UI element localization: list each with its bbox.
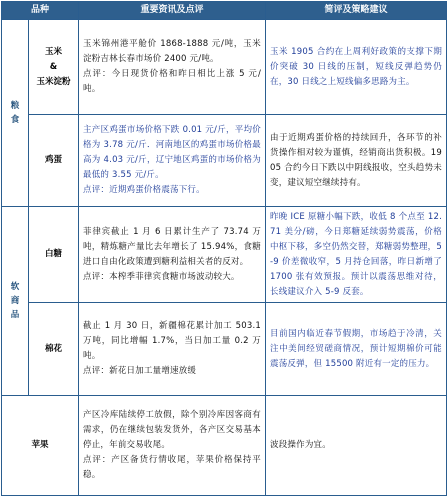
news-cotton-body: 截止 1 月 30 日，新疆棉花累计加工 503.1 万吨，同比增幅 1.7%，当日加工量 0.2 万吨。 <box>83 321 262 361</box>
news-corn-comment: 点评：今日现货价格和昨日相比上涨 5 元/吨。 <box>83 69 262 94</box>
news-corn <box>79 20 266 115</box>
advice-cotton-body: 目前国内临近春节假期，市场趋于冷清，关注中美间经贸磋商情况，预计短期棉价可能震荡反弹，但 15500 附近有一定的压力。 <box>270 328 443 369</box>
group-soft <box>2 207 29 396</box>
product-corn <box>29 20 79 115</box>
advice-apple-body: 波段操作为宜。 <box>270 440 331 450</box>
advice-apple <box>266 396 447 496</box>
header-advice: 简评及策略建议 <box>266 2 447 20</box>
advice-egg-body: 由于近期鸡蛋价格的持续回升，各环节的补货操作相对较为谨慎，经销商出货积极。1905 合约今日下跌以中阴线报收，空头趋势未变，建议短空继续持有。 <box>270 132 443 188</box>
news-corn-body: 玉米锦州港平舱价 1868-1888 元/吨，玉米淀粉吉林长春市场价 2400 元/吨。 <box>83 39 262 64</box>
header-variety: 品种 <box>2 2 79 20</box>
table-row-cotton <box>2 303 447 396</box>
advice-egg <box>266 115 447 207</box>
table-row-sugar <box>2 207 447 303</box>
table-header-row <box>2 2 447 20</box>
product-sugar: 白糖 <box>29 207 79 303</box>
news-sugar <box>79 207 266 303</box>
news-sugar-comment: 点评：本榨季菲律宾食糖市场波动较大。 <box>83 271 240 282</box>
news-cotton <box>79 303 266 396</box>
table-row-apple <box>2 396 447 496</box>
table-row-egg <box>2 115 447 207</box>
group-grain <box>2 20 29 207</box>
news-apple-comment: 点评：产区备货行情收尾，苹果价格保持平稳。 <box>83 455 262 480</box>
product-egg: 鸡蛋 <box>29 115 79 207</box>
product-corn-line3: 玉米淀粉 <box>36 76 71 87</box>
news-egg <box>79 115 266 207</box>
news-egg-body: 主产区鸡蛋市场价格下跌 0.01 元/斤，平均价格为 3.78 元/斤．河南地区的鸡蛋市场价格最高为 4.03 元/斤，辽宁地区鸡蛋的市场价格为最低的 3.55 元/斤。 <box>83 125 262 180</box>
group-grain-label: 粮食 <box>10 100 20 125</box>
product-corn-line2: & <box>49 61 58 72</box>
advice-cotton <box>266 303 447 396</box>
product-apple: 苹果 <box>2 396 79 496</box>
advice-sugar-body: 昨晚 ICE 原糖小幅下跌，收低 8 个点至 12.71 美分/磅，今日郑糖延续弱势震荡，价格中枢下移，多空仍然交替，郑糖弱势整理，5-9 价差微收窄，5 月持仓回落，昨日新增了 1700 张有效预报。预计以震荡思维对待，长线建议介入 5-9 反套。 <box>270 211 443 297</box>
futures-commentary-table <box>1 1 447 496</box>
header-news: 重要资讯及点评 <box>79 2 266 20</box>
table-row-corn <box>2 20 447 115</box>
advice-sugar <box>266 207 447 303</box>
news-apple-body: 产区冷库陆续停工放假，除个别冷库因客商有需求，仍在继续包装发货外，各产区交易基本停止，年前交易收尾。 <box>83 410 262 450</box>
product-corn-line1: 玉米 <box>45 46 63 57</box>
news-sugar-body: 菲律宾截止 1 月 6 日累计生产了 73.74 万吨，精炼糖产量比去年增长了 15.94%，食糖进口自由化政策遭到糖利益相关者的反对。 <box>83 226 262 267</box>
news-egg-comment: 点评：近期鸡蛋价格震荡下行。 <box>83 185 205 195</box>
group-soft-label: 软商品 <box>10 281 20 320</box>
advice-corn <box>266 20 447 115</box>
product-cotton: 棉花 <box>29 303 79 396</box>
news-cotton-comment: 点评：新花日加工量增速放缓 <box>83 366 197 376</box>
advice-corn-body: 玉米 1905 合约在上周利好政策的支撑下期价突破 30 日线的压制，短线反弹趋势仍在，30 日线之上短线偏多思路为主。 <box>270 46 443 87</box>
news-apple <box>79 396 266 496</box>
